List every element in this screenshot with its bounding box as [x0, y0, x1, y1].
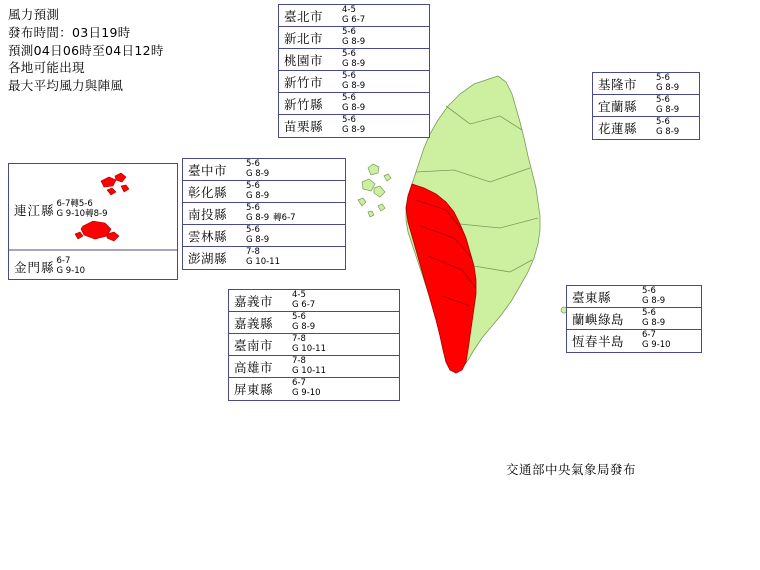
table-row[interactable] — [279, 115, 429, 137]
map-penghu-islands — [358, 164, 391, 217]
table-row[interactable] — [183, 225, 345, 247]
table-row[interactable] — [279, 49, 429, 71]
gust-wind: G 8-9 — [246, 212, 270, 223]
table-row[interactable] — [229, 334, 399, 356]
mean-wind: 7-8 — [246, 247, 260, 258]
table-row[interactable] — [183, 247, 345, 269]
region-name: 臺東縣 — [572, 289, 612, 305]
gust-wind: G 10-11 — [292, 343, 326, 354]
gust-wind: G 10-11 — [292, 365, 326, 376]
table-row[interactable] — [229, 312, 399, 334]
region-values — [291, 378, 324, 400]
region-name: 臺中市 — [188, 162, 228, 178]
region-name: 嘉義縣 — [234, 315, 274, 331]
region-name: 南投縣 — [188, 206, 228, 222]
region-values — [341, 27, 368, 48]
region-values — [245, 247, 283, 269]
table-row[interactable] — [567, 308, 701, 330]
group-south — [228, 289, 400, 401]
mean-wind: 6-7轉5-6 — [56, 199, 93, 209]
gust-wind: G 8-9 — [342, 58, 366, 69]
gust-wind: G 6-7 — [292, 299, 316, 310]
header-issue-time: 發布時間：03日19時 — [8, 24, 131, 40]
region-values — [291, 290, 318, 311]
region-values — [641, 286, 668, 307]
region-name: 恆春半島 — [572, 334, 625, 349]
gust-wind: G 8-9 — [656, 127, 680, 137]
header-title: 風力預測 — [8, 7, 60, 22]
table-row[interactable] — [279, 5, 429, 27]
mean-wind: 5-6 — [342, 115, 356, 126]
table-row[interactable] — [593, 117, 699, 139]
gust-wind: G 8-9 — [656, 104, 680, 115]
region-name: 桃園市 — [284, 52, 324, 68]
mean-wind: 5-6 — [246, 180, 260, 191]
mean-wind: 7-8 — [292, 355, 306, 366]
region-values — [245, 159, 272, 180]
mean-wind: 5-6 — [656, 117, 670, 128]
mean-wind: 5-6 — [642, 285, 656, 296]
region-values — [655, 95, 682, 116]
region-name: 新竹市 — [284, 74, 324, 90]
gust-wind: G 8-9 — [642, 295, 666, 306]
gust-wind: G 9-10 — [56, 265, 86, 276]
region-name: 高雄市 — [234, 359, 274, 375]
mean-wind: 5-6 — [246, 202, 260, 213]
mean-wind: 5-6 — [342, 70, 356, 81]
gust-wind: G 8-9 — [246, 168, 270, 179]
table-row[interactable] — [279, 71, 429, 93]
region-values — [341, 93, 368, 114]
gust-wind: G 10-11 — [246, 257, 280, 267]
table-row[interactable] — [279, 27, 429, 49]
table-row[interactable] — [567, 330, 701, 352]
region-values — [245, 181, 272, 202]
region-values — [291, 356, 329, 377]
region-values — [341, 115, 368, 137]
table-row[interactable] — [183, 159, 345, 181]
mean-wind: 5-6 — [246, 158, 260, 169]
mean-wind: 6-7 — [56, 256, 71, 266]
region-values — [341, 5, 368, 26]
region-name: 苗栗縣 — [284, 119, 324, 134]
kinmen-islets — [75, 221, 119, 241]
region-values — [57, 200, 108, 219]
table-row[interactable] — [593, 73, 699, 95]
mean-wind: 4-5 — [342, 4, 356, 15]
table-row[interactable] — [229, 356, 399, 378]
region-extra — [272, 203, 295, 224]
region-values — [245, 225, 272, 246]
region-values — [57, 257, 86, 276]
table-row[interactable] — [183, 203, 345, 225]
region-values — [291, 312, 318, 333]
table-row[interactable] — [229, 290, 399, 312]
mean-wind: 5-6 — [656, 72, 670, 83]
region-name: 新北市 — [284, 30, 324, 46]
gust-wind: G 8-9 — [342, 125, 366, 135]
mean-wind: 5-6 — [246, 224, 260, 235]
region-name: 彰化縣 — [188, 184, 228, 200]
region-values — [245, 203, 272, 224]
region-name: 新竹縣 — [284, 96, 324, 112]
region-values — [291, 334, 329, 355]
region-name: 蘭嶼綠島 — [572, 311, 625, 327]
mean-wind: 5-6 — [342, 92, 356, 103]
region-values — [641, 308, 668, 329]
gust-wind: G 8-9 — [342, 80, 366, 91]
gust-extra: 轉6-7 — [273, 212, 296, 223]
matsu-islets — [101, 173, 129, 195]
gust-wind: G 9-10 — [292, 388, 321, 398]
gust-wind: G 8-9 — [656, 82, 680, 93]
region-name: 澎湖縣 — [188, 251, 228, 266]
mean-wind: 6-7 — [292, 378, 306, 389]
issuer-footer: 交通部中央氣象局發布 — [506, 462, 637, 477]
gust-wind: G 9-10轉8-9 — [56, 208, 108, 219]
mean-wind: 4-5 — [292, 289, 306, 300]
header-note-2: 最大平均風力與陣風 — [8, 78, 124, 93]
table-row[interactable] — [567, 286, 701, 308]
group-central — [182, 158, 346, 270]
header-forecast-period: 預測04日06時至04日12時 — [8, 42, 164, 58]
gust-wind: G 8-9 — [246, 190, 270, 201]
table-row[interactable] — [14, 257, 85, 276]
group-northeast — [592, 72, 700, 140]
mean-wind: 5-6 — [342, 26, 356, 37]
region-name: 嘉義市 — [234, 293, 274, 309]
mean-wind: 5-6 — [656, 94, 670, 105]
mean-wind: 5-6 — [292, 311, 306, 322]
gust-wind: G 8-9 — [246, 234, 270, 245]
gust-wind: G 6-7 — [342, 14, 366, 25]
offshore-islands-inset — [8, 163, 178, 280]
table-row[interactable] — [14, 200, 107, 219]
region-values — [341, 49, 368, 70]
region-name: 金門縣 — [14, 259, 55, 275]
table-row[interactable] — [593, 95, 699, 117]
group-southeast — [566, 285, 702, 353]
region-values — [655, 117, 682, 139]
mean-wind: 5-6 — [642, 307, 656, 318]
mean-wind: 6-7 — [642, 330, 656, 341]
region-values — [341, 71, 368, 92]
mean-wind: 7-8 — [292, 333, 306, 344]
region-name: 基隆市 — [598, 76, 638, 92]
region-name: 臺南市 — [234, 337, 274, 353]
header-note-1: 各地可能出現 — [8, 60, 85, 76]
gust-wind: G 8-9 — [642, 317, 666, 328]
region-name: 宜蘭縣 — [598, 98, 638, 114]
gust-wind: G 8-9 — [342, 102, 366, 113]
region-name: 雲林縣 — [188, 228, 228, 244]
region-name: 臺北市 — [284, 8, 324, 24]
region-name: 連江縣 — [14, 202, 55, 218]
gust-wind: G 9-10 — [642, 340, 671, 350]
region-values — [641, 330, 674, 352]
table-row[interactable] — [279, 93, 429, 115]
gust-wind: G 8-9 — [292, 321, 316, 332]
region-name: 屏東縣 — [234, 382, 274, 397]
mean-wind: 5-6 — [342, 48, 356, 59]
region-values — [655, 73, 682, 94]
header-block — [8, 6, 164, 95]
gust-wind: G 8-9 — [342, 36, 366, 47]
table-row[interactable] — [183, 181, 345, 203]
region-name: 花蓮縣 — [598, 121, 638, 136]
table-row[interactable] — [229, 378, 399, 400]
group-north — [278, 4, 430, 138]
